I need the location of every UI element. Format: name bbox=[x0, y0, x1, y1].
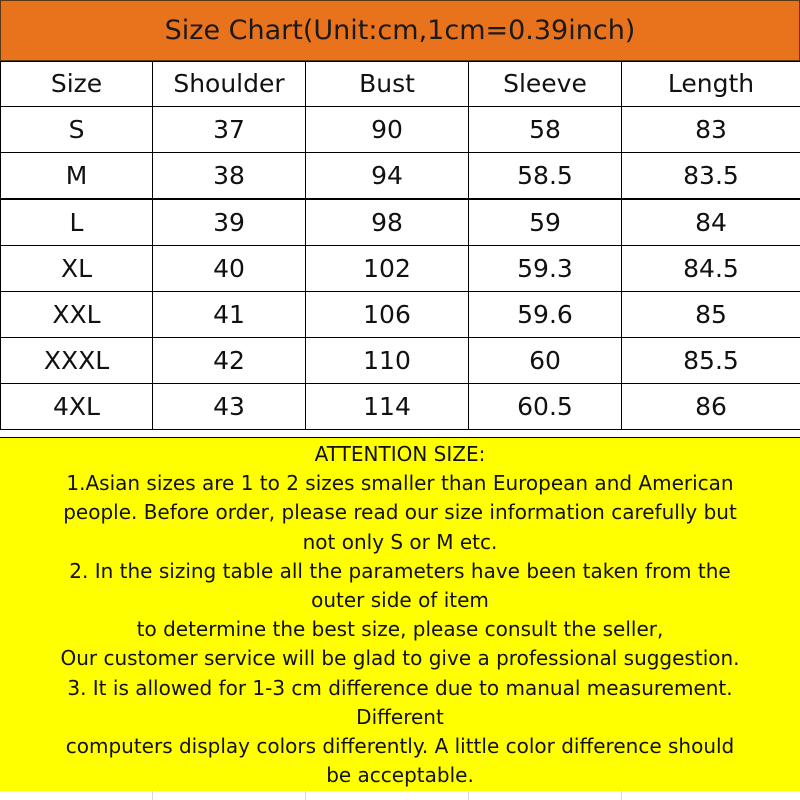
cell-sleeve: 60.5 bbox=[469, 384, 622, 430]
cell-bust: 106 bbox=[306, 292, 469, 338]
table-row bbox=[1, 153, 800, 200]
cell-length: 86 bbox=[622, 384, 800, 430]
table-header-row bbox=[1, 62, 800, 107]
cell-shoulder: 43 bbox=[153, 384, 306, 430]
cell-shoulder: 41 bbox=[153, 292, 306, 338]
size-chart-title: Size Chart(Unit:cm,1cm=0.39inch) bbox=[0, 0, 800, 61]
cell-shoulder: 42 bbox=[153, 338, 306, 384]
cell-sleeve: 59.3 bbox=[469, 246, 622, 292]
cell-length: 85.5 bbox=[622, 338, 800, 384]
cell-bust: 90 bbox=[306, 107, 469, 153]
cell-size: M bbox=[1, 153, 153, 200]
cell-sleeve: 58.5 bbox=[469, 153, 622, 200]
cell-size: 4XL bbox=[1, 384, 153, 430]
notes-line: computers display colors differently. A little color difference should bbox=[65, 734, 735, 759]
header-shoulder: Shoulder bbox=[153, 62, 306, 107]
cell-bust: 98 bbox=[306, 199, 469, 246]
cell-size: XXXL bbox=[1, 338, 153, 384]
gridline bbox=[152, 791, 153, 800]
size-table bbox=[0, 61, 800, 430]
cell-shoulder: 37 bbox=[153, 107, 306, 153]
header-size: Size bbox=[1, 62, 153, 107]
cell-bust: 94 bbox=[306, 153, 469, 200]
gridline bbox=[621, 791, 622, 800]
notes-line: 1.Asian sizes are 1 to 2 sizes smaller than European and American bbox=[66, 471, 734, 496]
notes-line: be acceptable. bbox=[326, 763, 474, 788]
cell-bust: 114 bbox=[306, 384, 469, 430]
attention-heading: ATTENTION SIZE: bbox=[314, 442, 486, 466]
cell-size: XL bbox=[1, 246, 153, 292]
cell-sleeve: 60 bbox=[469, 338, 622, 384]
cell-length: 84.5 bbox=[622, 246, 800, 292]
cell-shoulder: 38 bbox=[153, 153, 306, 200]
notes-line: not only S or M etc. bbox=[302, 529, 498, 554]
table-row bbox=[1, 199, 800, 246]
notes-line: people. Before order, please read our size information carefully but bbox=[63, 500, 737, 525]
table-row bbox=[1, 107, 800, 153]
header-bust: Bust bbox=[306, 62, 469, 107]
cell-bust: 102 bbox=[306, 246, 469, 292]
table-row bbox=[1, 338, 800, 384]
cell-sleeve: 59.6 bbox=[469, 292, 622, 338]
cell-shoulder: 40 bbox=[153, 246, 306, 292]
cell-bust: 110 bbox=[306, 338, 469, 384]
header-length: Length bbox=[622, 62, 800, 107]
cell-size: S bbox=[1, 107, 153, 153]
attention-notes bbox=[0, 437, 800, 791]
notes-line: Different bbox=[356, 704, 444, 729]
notes-line: outer side of item bbox=[311, 588, 489, 613]
cell-length: 83 bbox=[622, 107, 800, 153]
gridline bbox=[305, 791, 306, 800]
table-row bbox=[1, 384, 800, 430]
cell-length: 83.5 bbox=[622, 153, 800, 200]
cell-length: 84 bbox=[622, 199, 800, 246]
footer-gridlines bbox=[0, 791, 800, 800]
notes-line: 2. In the sizing table all the parameters have been taken from the bbox=[69, 558, 731, 583]
cell-size: XXL bbox=[1, 292, 153, 338]
cell-size: L bbox=[1, 199, 153, 246]
cell-length: 85 bbox=[622, 292, 800, 338]
header-sleeve: Sleeve bbox=[469, 62, 622, 107]
cell-sleeve: 58 bbox=[469, 107, 622, 153]
notes-line: to determine the best size, please consult the seller, bbox=[136, 617, 664, 642]
cell-sleeve: 59 bbox=[469, 199, 622, 246]
table-row bbox=[1, 246, 800, 292]
notes-line: Our customer service will be glad to give a professional suggestion. bbox=[60, 646, 740, 671]
notes-line: 3. It is allowed for 1-3 cm difference due to manual measurement. bbox=[67, 675, 733, 700]
table-row bbox=[1, 292, 800, 338]
gridline bbox=[468, 791, 469, 800]
cell-shoulder: 39 bbox=[153, 199, 306, 246]
